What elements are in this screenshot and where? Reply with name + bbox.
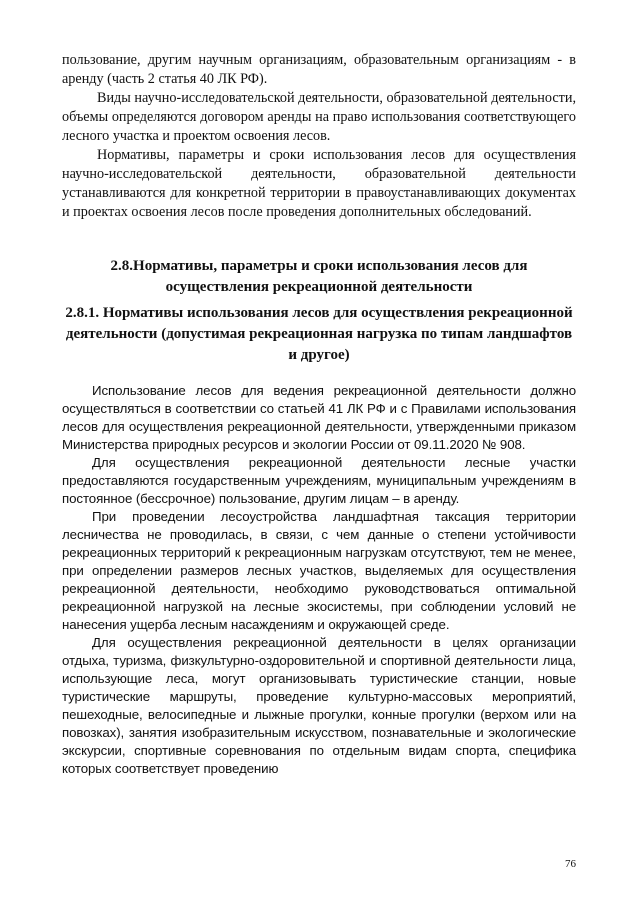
paragraph-recreation-usage: Использование лесов для ведения рекреационной деятельности должно осуществляться в соответствии со статьей 41 ЛК РФ и с Правилами использования лесов для осуществления рекреационной деятельности, утвержденными приказом Министерства природных ресурсов и экологии России от 09.11.2020 № 908. bbox=[62, 383, 576, 452]
body-text-block bbox=[62, 382, 576, 778]
top-text-block bbox=[62, 51, 576, 222]
paragraph-recreation-activities: Для осуществления рекреационной деятельности в целях организации отдыха, туризма, физкультурно-оздоровительной и спортивной деятельности лица, использующие леса, могут организовывать туристические станции, новые туристические маршруты, проведение культурно-массовых мероприятий, пешеходные, велосипедные и лыжные прогулки, конные прогулки (верхом или на повозках), занятия изобразительным искусством, познавательные и экологические экскурсии, спортивные соревнования по отдельным видам спорта, специфика которых соответствует проведению bbox=[62, 635, 576, 776]
subsection-heading: 2.8.1. Нормативы использования лесов для осуществления рекреационной деятельности (допустимая рекреационная нагрузка по типам ландшафтов и другое) bbox=[65, 305, 573, 363]
paragraph-landscape-taxation: При проведении лесоустройства ландшафтная таксация территории лесничества не проводилась, в связи, с чем данные о степени устойчивости рекреационных территорий к рекреационным нагрузкам отсутствуют, тем не менее, при определении размеров лесных участков, выделяемых для осуществления рекреационной деятельности, необходимо руководствоваться оптимальной рекреационной нагрузкой на лесные экосистемы, при соблюдении условий не нанесения ущерба лесным насаждениям и окружающей среде. bbox=[62, 509, 576, 632]
paragraph-research-types: Виды научно-исследовательской деятельности, образовательной деятельности, объемы определяются договором аренды на право использования соответствующего лесного участка и проектом освоения лесов. bbox=[62, 90, 576, 144]
paragraph-research-norms: Нормативы, параметры и сроки использования лесов для осуществления научно-исследовательской деятельности, образовательной деятельности устанавливаются для конкретной территории в правоустанавливающих документах и проектах освоения лесов после проведения дополнительных обследований. bbox=[62, 147, 576, 220]
paragraph-recreation-plots: Для осуществления рекреационной деятельности лесные участки предоставляются государственным учреждениям, муниципальным учреждениям в постоянное (бессрочное) пользование, другим лицам – в аренду. bbox=[62, 455, 576, 506]
paragraph-continuation: пользование, другим научным организациям, образовательным организациям - в аренду (часть 2 статья 40 ЛК РФ). bbox=[62, 52, 576, 87]
page-number: 76 bbox=[565, 858, 576, 870]
section-heading: 2.8.Нормативы, параметры и сроки использования лесов для осуществления рекреационной деятельности bbox=[110, 258, 528, 295]
